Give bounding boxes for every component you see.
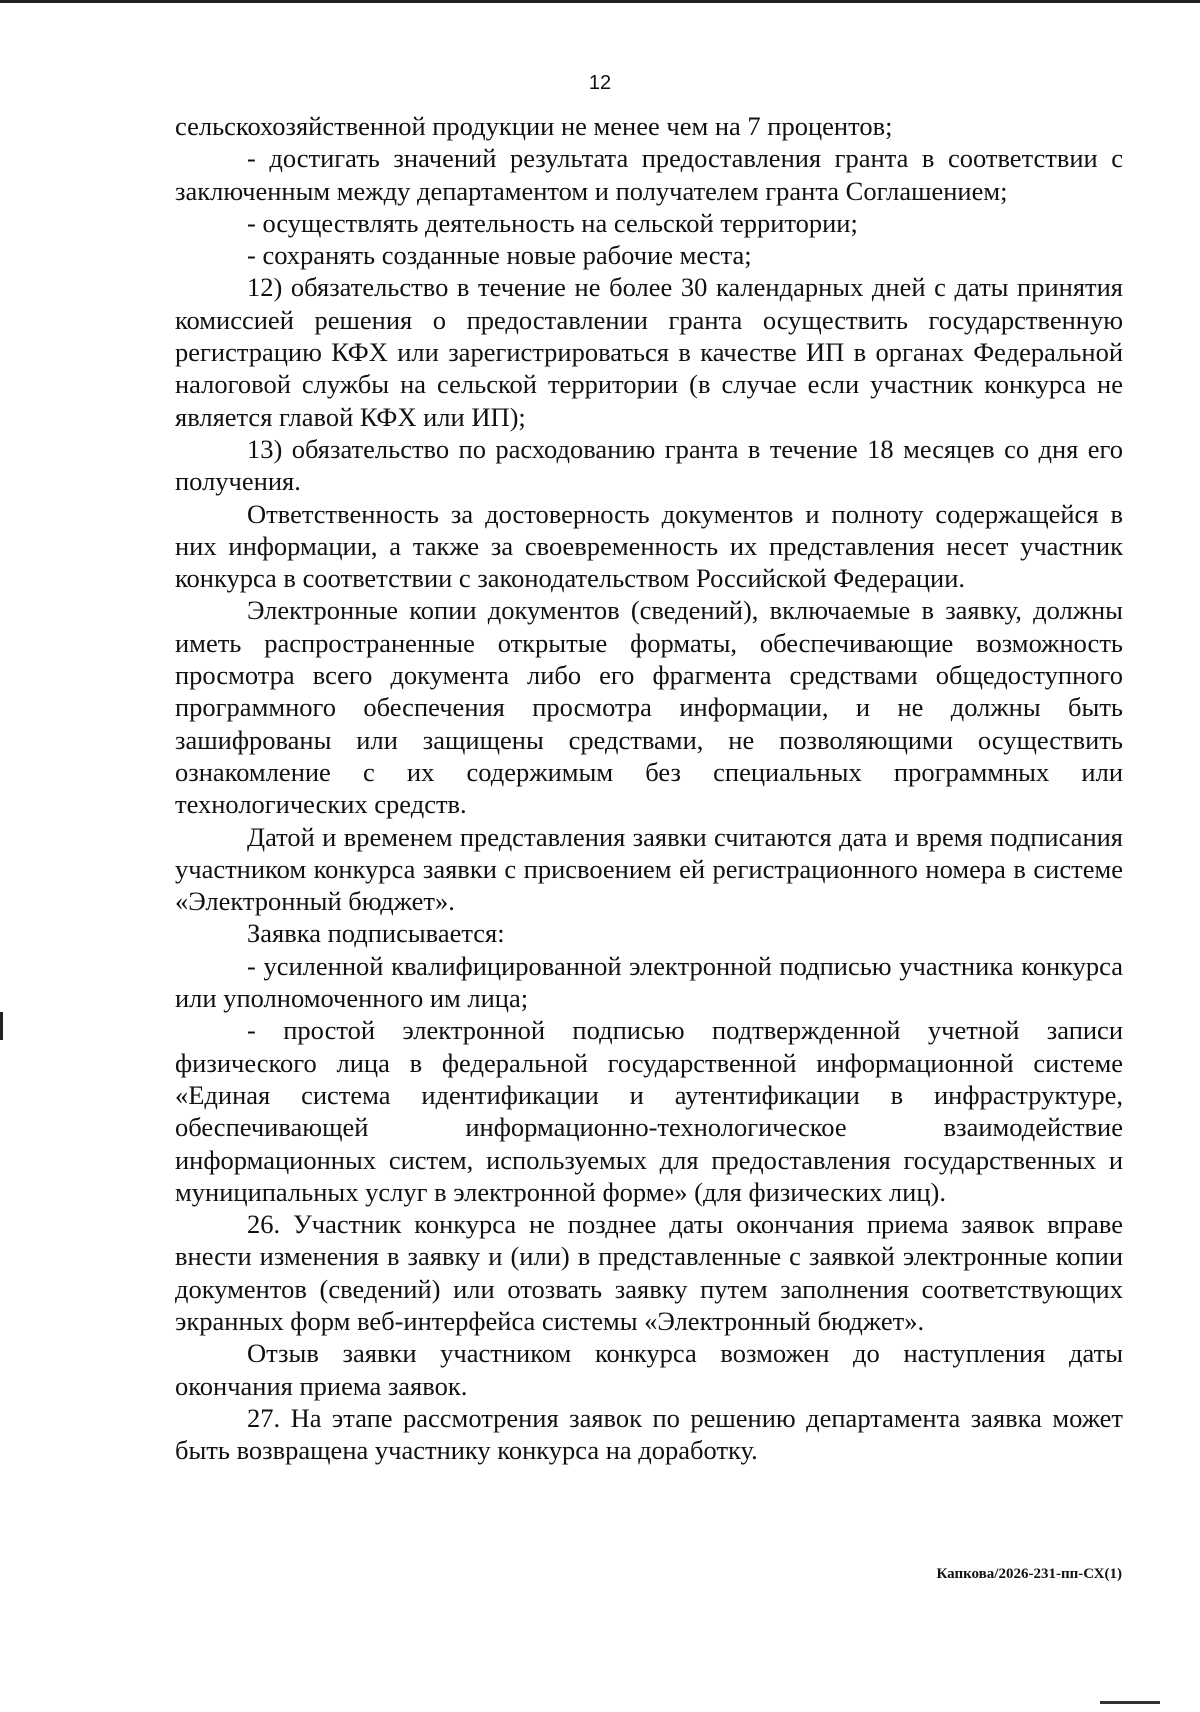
paragraph: 12) обязательство в течение не более 30 календарных дней с даты принятия комиссией решения о предоставлении гранта осуществить государственную регистрацию КФХ или зарегистрироваться в качестве ИП в органах Федеральной налоговой службы на сельской территории (в случае если участник конкурса не является главой КФХ или ИП); xyxy=(175,272,1123,432)
paragraph: - простой электронной подписью подтвержденной учетной записи физического лица в федеральной государственной информационной системе «Единая система идентификации и аутентификации в инфраструктуре, обеспечивающей информационно-технологическое взаимодействие информационных систем, используемых для предоставления государственных и муниципальных услуг в электронной форме» (для физических лиц). xyxy=(175,1015,1123,1207)
paragraph: Ответственность за достоверность документов и полноту содержащейся в них информации, а также за своевременность их представления несет участник конкурса в соответствии с законодательством Российской Федерации. xyxy=(175,498,1123,594)
paragraph: Датой и временем представления заявки считаются дата и время подписания участником конкурса заявки с присвоением ей регистрационного номера в системе «Электронный бюджет». xyxy=(175,821,1123,917)
paragraph: Электронные копии документов (сведений), включаемые в заявку, должны иметь распространенные открытые форматы, обеспечивающие возможность просмотра всего документа либо его фрагмента средствами общедоступного программного обеспечения просмотра информации, и не должны быть зашифрованы или защищены средствами, не позволяющими осуществить ознакомление с их содержимым без специальных программных или технологических средств. xyxy=(175,595,1123,820)
paragraph: 26. Участник конкурса не позднее даты окончания приема заявок вправе внести изменения в заявку и (или) в представленные с заявкой электронные копии документов (сведений) или отозвать заявку путем заполнения соответствующих экранных форм веб-интерфейса системы «Электронный бюджет». xyxy=(175,1209,1123,1336)
paragraph: сельскохозяйственной продукции не менее чем на 7 процентов; xyxy=(175,111,893,141)
paragraph: - осуществлять деятельность на сельской территории; xyxy=(247,207,858,238)
document-body xyxy=(175,110,1123,1466)
paragraph: Заявка подписывается: xyxy=(247,918,505,949)
paragraph: - сохранять созданные новые рабочие места; xyxy=(247,240,752,271)
top-scan-border xyxy=(0,0,1200,3)
document-registration-code: Капкова/2026-231-пп-СХ(1) xyxy=(936,1566,1122,1582)
paragraph: 13) обязательство по расходованию гранта в течение 18 месяцев со дня его получения. xyxy=(175,433,1123,497)
paragraph: Отзыв заявки участником конкурса возможен до наступления даты окончания приема заявок. xyxy=(175,1338,1123,1401)
left-scan-mark xyxy=(0,1012,3,1040)
page-number: 12 xyxy=(588,72,612,94)
bottom-scan-mark xyxy=(1100,1701,1160,1704)
paragraph: 27. На этапе рассмотрения заявок по решению департамента заявка может быть возвращена участнику конкурса на доработку. xyxy=(175,1402,1123,1466)
paragraph: - достигать значений результата предоставления гранта в соответствии с заключенным между департаментом и получателем гранта Соглашением; xyxy=(175,143,1123,206)
paragraph: - усиленной квалифицированной электронной подписью участника конкурса или уполномоченного им лица; xyxy=(175,950,1123,1014)
